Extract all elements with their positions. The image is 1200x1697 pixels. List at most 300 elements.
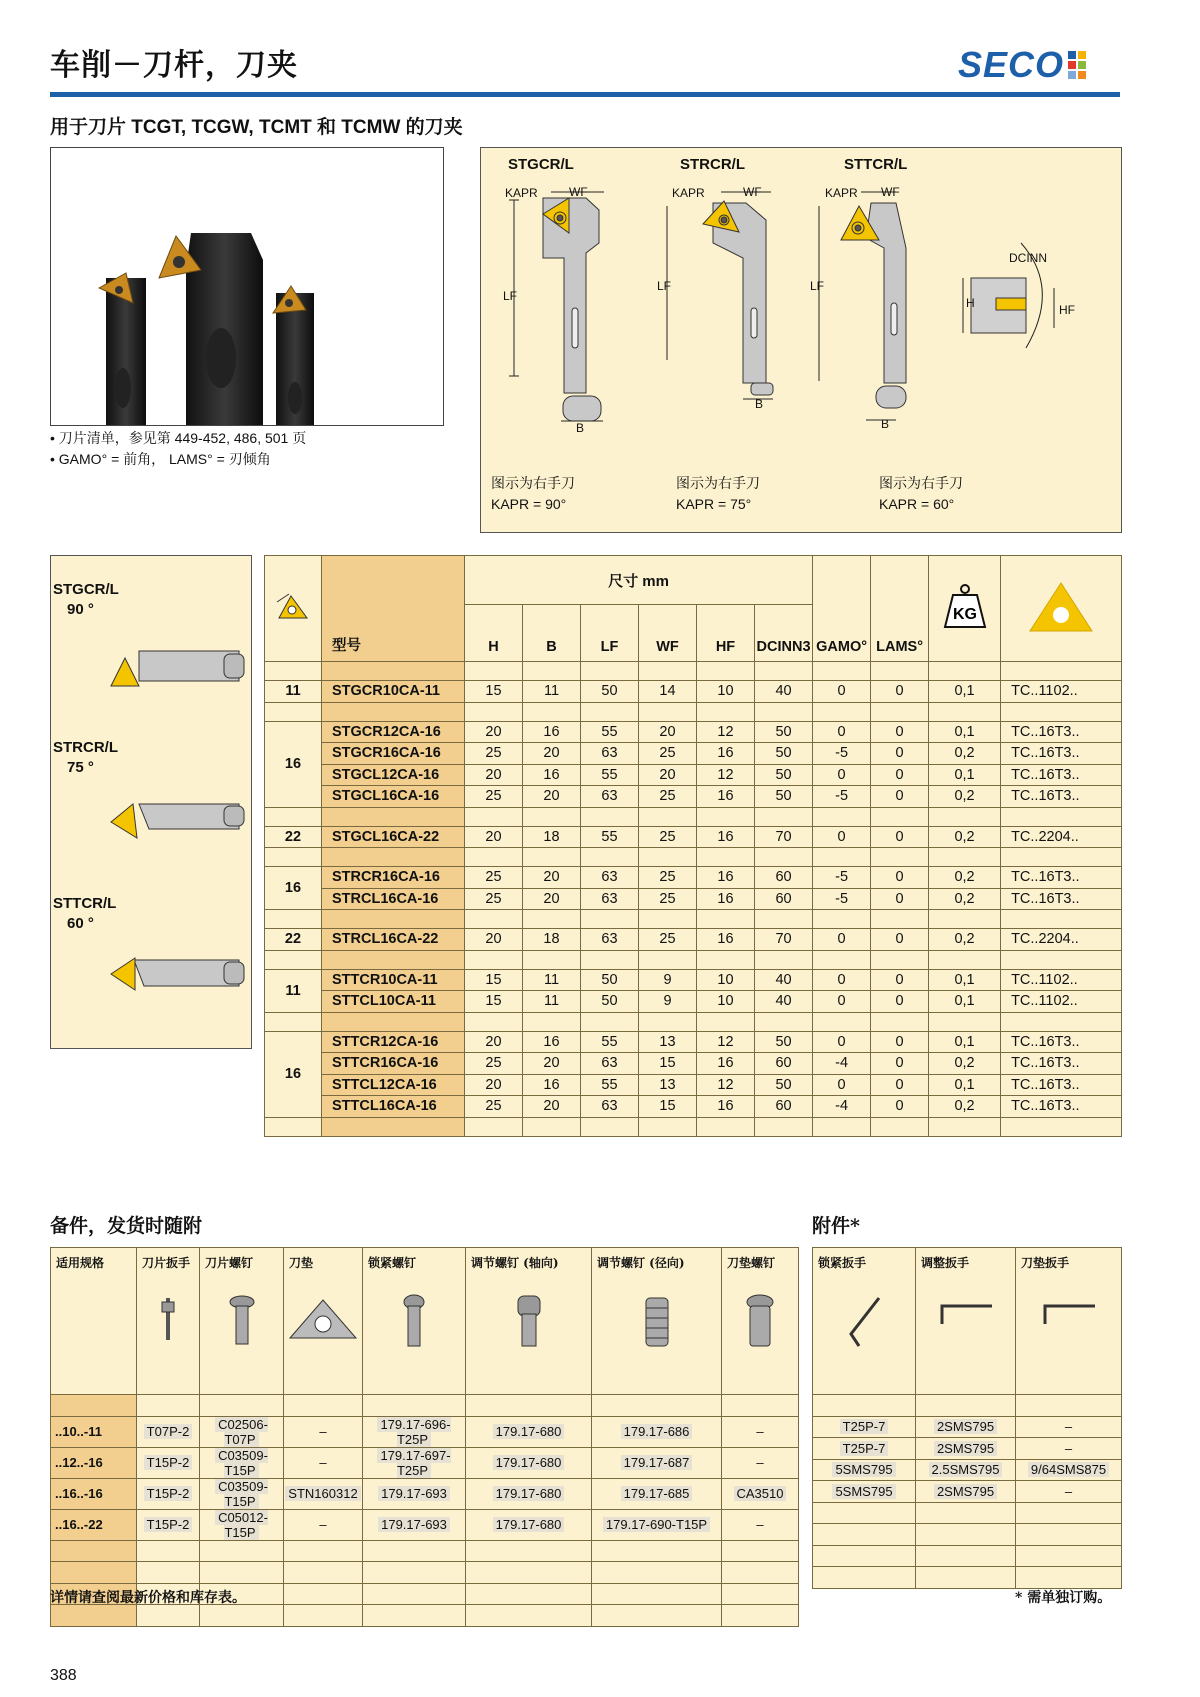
value-cell: 0,2 (929, 929, 1001, 951)
cell-text: C05012-T15P (215, 1510, 268, 1540)
value-cell: 16 (697, 929, 755, 951)
value-cell: 18 (523, 826, 581, 848)
subtitle: 用于刀片 TCGT, TCGW, TCMT 和 TCMW 的刀夹 (50, 117, 463, 138)
cell-text: C02506-T07P (215, 1417, 268, 1447)
spacer-cell (265, 950, 322, 969)
cell-text: 179.17-697-T25P (377, 1448, 450, 1478)
spacer-cell (523, 910, 581, 929)
value-cell: 0 (871, 721, 929, 743)
value-cell: 0 (813, 929, 871, 951)
spacer-cell (523, 1012, 581, 1031)
value-cell: 0 (871, 1053, 929, 1075)
spacer-cell (871, 702, 929, 721)
spacer-cell (523, 662, 581, 681)
value-cell: 0 (871, 1096, 929, 1118)
table-row (51, 1447, 799, 1478)
value-cell: 70 (755, 826, 813, 848)
value-cell: 25 (639, 743, 697, 765)
col-header: H (465, 605, 523, 662)
cell-text: 179.17-693 (378, 1517, 450, 1532)
insert-size-cell: 11 (265, 969, 322, 1012)
blank-cell (137, 1395, 200, 1417)
value-cell: 20 (523, 743, 581, 765)
value-cell: 10 (697, 969, 755, 991)
value-cell (284, 1416, 363, 1447)
spacer-row (265, 848, 1122, 867)
cell-text: T25P-7 (840, 1441, 889, 1456)
spacer-cell (322, 807, 465, 826)
accessories-header: 调整扳手 (916, 1248, 1016, 1395)
value-cell: 60 (755, 867, 813, 889)
value-cell: 55 (581, 1031, 639, 1053)
spacer-cell (581, 702, 639, 721)
insert-key-icon (158, 1294, 178, 1344)
value-cell: 55 (581, 721, 639, 743)
blank-cell (916, 1567, 1016, 1589)
value-cell: TC..16T3.. (1001, 1096, 1122, 1118)
spacer-cell (465, 848, 523, 867)
cell-text: – (1064, 1440, 1073, 1456)
blank-cell (137, 1562, 200, 1584)
value-cell: 0,2 (929, 743, 1001, 765)
table-row (813, 1481, 1122, 1503)
cell-text: T07P-2 (144, 1424, 193, 1439)
value-cell (813, 1438, 916, 1460)
value-cell (363, 1447, 466, 1478)
blank-cell (813, 1524, 916, 1546)
cell-text: 179.17-693 (378, 1486, 450, 1501)
spacer-cell (581, 950, 639, 969)
dcinn-label: DCINN (1009, 251, 1047, 265)
value-cell: 63 (581, 786, 639, 808)
footer-footnote: * 需单独订购。 (1015, 1590, 1112, 1606)
accessories-header: 刀垫扳手 (1016, 1248, 1122, 1395)
model-cell: STTCL16CA-16 (322, 1096, 465, 1118)
spacer-cell (265, 662, 322, 681)
insert-size-cell: 22 (265, 826, 322, 848)
value-cell (137, 1416, 200, 1447)
value-cell: 63 (581, 1053, 639, 1075)
spacer-cell (1001, 910, 1122, 929)
table-row (265, 721, 1122, 743)
axial-screw-icon (514, 1294, 544, 1350)
value-cell: 20 (523, 1096, 581, 1118)
value-cell: 0 (871, 786, 929, 808)
value-cell: ..16..-16 (51, 1478, 137, 1509)
spares-header: 锁紧螺钉 (363, 1248, 466, 1395)
value-cell: TC..16T3.. (1001, 1031, 1122, 1053)
value-cell: 50 (755, 1074, 813, 1096)
value-cell: 25 (465, 867, 523, 889)
kapr-label: KAPR (825, 186, 858, 200)
b-label: B (576, 421, 585, 435)
blank-cell (592, 1540, 722, 1562)
blank-cell (466, 1540, 592, 1562)
page-title: 车削－刀杆，刀夹 (50, 48, 298, 83)
value-cell (592, 1447, 722, 1478)
blank-cell (284, 1395, 363, 1417)
spacer-cell (581, 910, 639, 929)
value-cell: 0 (871, 888, 929, 910)
blank-cell (466, 1562, 592, 1584)
value-cell: 40 (755, 681, 813, 703)
value-cell: TC..2204.. (1001, 826, 1122, 848)
blank-cell (200, 1562, 284, 1584)
spacer-cell (1001, 848, 1122, 867)
value-cell: 0 (871, 826, 929, 848)
spares-header: 适用规格 (51, 1248, 137, 1395)
value-cell: 16 (523, 721, 581, 743)
spacer-cell (523, 702, 581, 721)
spacer-cell (755, 702, 813, 721)
spacer-cell (871, 1117, 929, 1136)
value-cell: 16 (523, 1031, 581, 1053)
value-cell: 50 (581, 681, 639, 703)
blank-cell (466, 1605, 592, 1627)
weight-header (929, 556, 1001, 662)
value-cell: 12 (697, 721, 755, 743)
model-cell: STGCR10CA-11 (322, 681, 465, 703)
blank-cell (363, 1583, 466, 1605)
value-cell: 20 (465, 764, 523, 786)
blank-cell (51, 1540, 137, 1562)
value-cell (592, 1478, 722, 1509)
value-cell: 60 (755, 1096, 813, 1118)
blank-row (813, 1524, 1122, 1546)
spacer-cell (265, 807, 322, 826)
spacer-cell (523, 807, 581, 826)
spacer-cell (1001, 1012, 1122, 1031)
blank-row (813, 1502, 1122, 1524)
adjust-key-icon (936, 1294, 996, 1334)
cell-text: – (319, 1455, 327, 1470)
value-cell: 16 (697, 867, 755, 889)
spacer-cell (465, 702, 523, 721)
spacer-cell (322, 702, 465, 721)
blank-cell (592, 1583, 722, 1605)
svg-text:KG: KG (952, 605, 977, 623)
value-cell (137, 1447, 200, 1478)
kapr-label: KAPR (672, 186, 705, 200)
cell-text: 179.17-696-T25P (377, 1417, 450, 1447)
spacer-cell (929, 910, 1001, 929)
value-cell: 0 (813, 764, 871, 786)
value-cell (813, 1459, 916, 1481)
value-cell: 63 (581, 867, 639, 889)
spacer-cell (581, 1012, 639, 1031)
blank-cell (363, 1605, 466, 1627)
blank-cell (916, 1545, 1016, 1567)
spacer-cell (813, 807, 871, 826)
blank-cell (363, 1562, 466, 1584)
blank-cell (1016, 1567, 1122, 1589)
model-cell: STRCL16CA-22 (322, 929, 465, 951)
value-cell: 12 (697, 1031, 755, 1053)
blank-cell (51, 1395, 137, 1417)
spacer-cell (871, 662, 929, 681)
blank-cell (200, 1540, 284, 1562)
table-row (265, 969, 1122, 991)
cell-text: – (1064, 1483, 1073, 1499)
spacer-cell (523, 1117, 581, 1136)
value-cell (1016, 1416, 1122, 1438)
blank-row (51, 1562, 799, 1584)
spacer-cell (322, 848, 465, 867)
spacer-cell (265, 848, 322, 867)
value-cell (200, 1478, 284, 1509)
clamp-screw-icon (402, 1294, 426, 1350)
blank-row (813, 1567, 1122, 1589)
value-cell: 25 (639, 867, 697, 889)
blank-cell (466, 1395, 592, 1417)
value-cell (466, 1416, 592, 1447)
insert-size-cell: 16 (265, 867, 322, 910)
spacer-cell (639, 848, 697, 867)
shim-key-icon (1039, 1294, 1099, 1334)
col-header: GAMO° (813, 556, 871, 662)
blank-cell (813, 1395, 916, 1417)
table-row (813, 1438, 1122, 1460)
spacer-cell (1001, 702, 1122, 721)
cell-text: 179.17-680 (493, 1424, 565, 1439)
table-row (265, 888, 1122, 910)
value-cell: 60 (755, 1053, 813, 1075)
table-row (265, 867, 1122, 889)
cell-text: 179.17-680 (493, 1486, 565, 1501)
note-item: • 刀片清单，参见第 449-452, 486, 501 页 (50, 430, 307, 446)
value-cell (200, 1509, 284, 1540)
value-cell: 63 (581, 743, 639, 765)
value-cell (200, 1447, 284, 1478)
diagram-caption: KAPR = 60° (879, 496, 955, 512)
spacer-row (265, 807, 1122, 826)
spacer-cell (581, 807, 639, 826)
spacer-row (265, 910, 1122, 929)
blank-cell (592, 1395, 722, 1417)
value-cell: 25 (465, 888, 523, 910)
spacer-cell (697, 1012, 755, 1031)
value-cell: 25 (465, 743, 523, 765)
value-cell: 70 (755, 929, 813, 951)
spacer-cell (813, 848, 871, 867)
value-cell: 15 (639, 1096, 697, 1118)
spacer-cell (755, 1012, 813, 1031)
col-header: HF (697, 605, 755, 662)
spacer-cell (581, 662, 639, 681)
cell-text: – (756, 1424, 764, 1439)
stgc-tool-icon (109, 646, 247, 692)
value-cell: 13 (639, 1074, 697, 1096)
value-cell: 0,1 (929, 1074, 1001, 1096)
cell-text: 179.17-680 (493, 1455, 565, 1470)
value-cell: 0 (871, 991, 929, 1013)
value-cell (466, 1509, 592, 1540)
value-cell: 0 (813, 969, 871, 991)
value-cell: 15 (465, 969, 523, 991)
insert-size-cell: 22 (265, 929, 322, 951)
table-row (265, 1096, 1122, 1118)
spacer-cell (929, 807, 1001, 826)
value-cell: ..16..-22 (51, 1509, 137, 1540)
spacer-cell (929, 848, 1001, 867)
notes (50, 428, 306, 470)
value-cell (284, 1509, 363, 1540)
cell-text: – (756, 1517, 764, 1532)
insert-size-cell: 16 (265, 1031, 322, 1117)
model-cell: STRCR16CA-16 (322, 867, 465, 889)
side-label: STRCR/L 75 ° (53, 739, 118, 776)
col-header: DCINN3 (755, 605, 813, 662)
value-cell: 63 (581, 1096, 639, 1118)
blank-cell (592, 1562, 722, 1584)
spacer-row (265, 702, 1122, 721)
cell-text: 179.17-687 (621, 1455, 693, 1470)
table-row (265, 929, 1122, 951)
spacer-cell (1001, 950, 1122, 969)
value-cell: 9 (639, 969, 697, 991)
seco-logo (958, 44, 1086, 86)
main-table (264, 555, 1122, 1137)
value-cell: 50 (755, 786, 813, 808)
spacer-cell (755, 662, 813, 681)
cell-text: 2.5SMS795 (929, 1462, 1003, 1477)
value-cell: 25 (465, 1096, 523, 1118)
value-cell: 11 (523, 991, 581, 1013)
model-cell: STTCR12CA-16 (322, 1031, 465, 1053)
spacer-cell (639, 950, 697, 969)
value-cell: 9 (639, 991, 697, 1013)
cell-text: – (319, 1424, 327, 1439)
value-cell: 12 (697, 764, 755, 786)
value-cell: 25 (639, 929, 697, 951)
diagram-caption: 图示为右手刀 (491, 475, 575, 491)
value-cell: 16 (697, 786, 755, 808)
diagram-title: STGCR/L (508, 156, 574, 173)
model-cell: STGCL16CA-16 (322, 786, 465, 808)
blank-cell (1016, 1502, 1122, 1524)
cell-text: T15P-2 (144, 1455, 193, 1470)
table-row (265, 1053, 1122, 1075)
blank-cell (137, 1605, 200, 1627)
cell-text: 179.17-685 (621, 1486, 693, 1501)
value-cell (722, 1447, 799, 1478)
spacer-cell (813, 950, 871, 969)
note-item: • GAMO° = 前角， LAMS° = 刃倾角 (50, 451, 271, 467)
value-cell: 16 (697, 1053, 755, 1075)
value-cell: 0 (871, 1031, 929, 1053)
value-cell: TC..16T3.. (1001, 888, 1122, 910)
value-cell: TC..1102.. (1001, 681, 1122, 703)
clamp-key-icon (839, 1294, 889, 1354)
value-cell: 0 (871, 867, 929, 889)
spacer-cell (322, 1117, 465, 1136)
table-row (813, 1459, 1122, 1481)
spacer-cell (755, 807, 813, 826)
value-cell: TC..16T3.. (1001, 786, 1122, 808)
blank-row (51, 1395, 799, 1417)
value-cell: -5 (813, 867, 871, 889)
blank-cell (284, 1540, 363, 1562)
diagram-caption: 图示为右手刀 (879, 475, 963, 491)
cell-text: 179.17-690-T15P (603, 1517, 710, 1532)
spares-table (50, 1247, 799, 1627)
value-cell: 40 (755, 969, 813, 991)
spacer-cell (465, 950, 523, 969)
value-cell (137, 1478, 200, 1509)
spacer-cell (265, 910, 322, 929)
product-photo (50, 147, 444, 426)
wf-label: WF (569, 185, 588, 199)
value-cell (722, 1478, 799, 1509)
value-cell: 25 (465, 1053, 523, 1075)
value-cell: 10 (697, 681, 755, 703)
blank-row (813, 1395, 1122, 1417)
spacer-cell (1001, 662, 1122, 681)
value-cell: 50 (755, 1031, 813, 1053)
value-cell: 50 (755, 764, 813, 786)
value-cell (722, 1509, 799, 1540)
value-cell: 20 (465, 826, 523, 848)
value-cell: 55 (581, 1074, 639, 1096)
value-cell: TC..16T3.. (1001, 743, 1122, 765)
value-cell (592, 1509, 722, 1540)
side-label: STGCR/L 90 ° (53, 581, 119, 618)
spacer-cell (265, 1012, 322, 1031)
value-cell: 16 (697, 826, 755, 848)
value-cell: 16 (523, 764, 581, 786)
value-cell: 0,1 (929, 681, 1001, 703)
blank-cell (916, 1502, 1016, 1524)
tool-type-panel (50, 555, 252, 1049)
cell-text: 2SMS795 (934, 1419, 997, 1434)
value-cell: 25 (639, 888, 697, 910)
value-cell: 50 (755, 743, 813, 765)
accessories-header: 锁紧扳手 (813, 1248, 916, 1395)
sttc-tool-icon (109, 952, 247, 998)
table-row (265, 826, 1122, 848)
spacer-cell (465, 910, 523, 929)
value-cell (466, 1478, 592, 1509)
model-cell: STTCL12CA-16 (322, 1074, 465, 1096)
spacer-cell (639, 662, 697, 681)
value-cell: -4 (813, 1096, 871, 1118)
spacer-cell (813, 1012, 871, 1031)
kapr-label: KAPR (505, 186, 538, 200)
lf-label: LF (503, 289, 518, 303)
blank-cell (363, 1540, 466, 1562)
cell-text: 2SMS795 (934, 1484, 997, 1499)
spacer-cell (929, 702, 1001, 721)
spares-header: 刀垫 (284, 1248, 363, 1395)
tool-dimension-drawings (481, 148, 1121, 532)
blank-cell (722, 1540, 799, 1562)
value-cell: 0,1 (929, 721, 1001, 743)
blank-cell (284, 1562, 363, 1584)
spacer-cell (639, 910, 697, 929)
spacer-cell (871, 807, 929, 826)
spacer-cell (322, 1012, 465, 1031)
value-cell: 0 (813, 721, 871, 743)
spares-header: 调节螺钉 (径向) (592, 1248, 722, 1395)
spacer-cell (697, 702, 755, 721)
cell-text: – (1064, 1419, 1073, 1435)
spares-header: 刀片扳手 (137, 1248, 200, 1395)
value-cell: 0 (813, 1031, 871, 1053)
spacer-cell (322, 662, 465, 681)
spacer-cell (697, 910, 755, 929)
value-cell: TC..16T3.. (1001, 1074, 1122, 1096)
col-header: B (523, 605, 581, 662)
